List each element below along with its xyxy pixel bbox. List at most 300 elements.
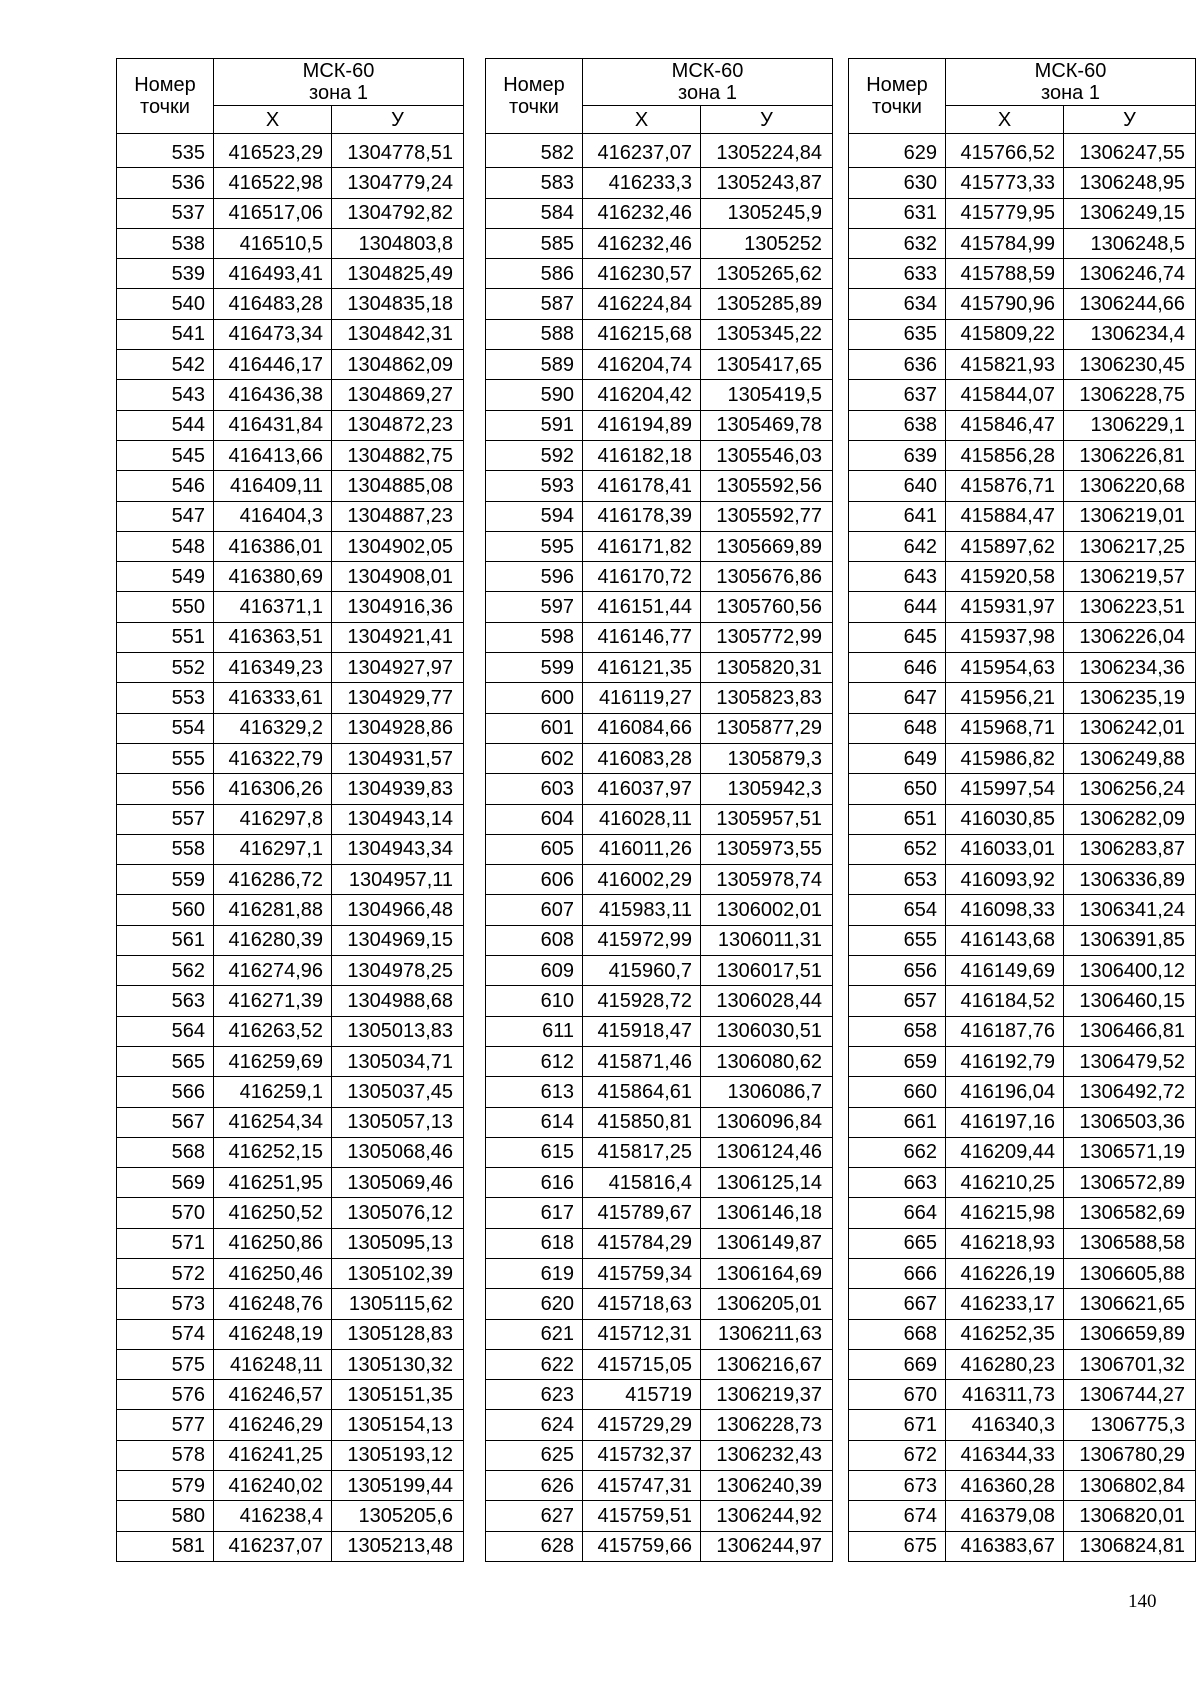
table-row	[117, 1289, 464, 1319]
y-coordinate-cell: 1304921,41	[332, 622, 464, 652]
y-coordinate-cell: 1306391,85	[1064, 925, 1196, 955]
x-coordinate-cell: 416280,23	[946, 1349, 1064, 1379]
y-coordinate-cell: 1305546,03	[701, 440, 833, 470]
y-coordinate-cell: 1306572,89	[1064, 1168, 1196, 1198]
x-coordinate-cell: 416344,33	[946, 1440, 1064, 1470]
y-coordinate-cell: 1306234,36	[1064, 653, 1196, 683]
table-row	[849, 743, 1196, 773]
table-row	[486, 1168, 833, 1198]
table-row	[486, 622, 833, 652]
y-coordinate-cell: 1305669,89	[701, 531, 833, 561]
point-number-cell: 624	[486, 1410, 583, 1440]
point-number-cell: 535	[117, 138, 214, 168]
y-coordinate-cell: 1306234,4	[1064, 319, 1196, 349]
point-number-cell: 669	[849, 1349, 946, 1379]
table-row	[486, 1198, 833, 1228]
table-row	[849, 319, 1196, 349]
table-row	[849, 1198, 1196, 1228]
table-row	[849, 774, 1196, 804]
point-number-cell: 606	[486, 865, 583, 895]
table-row	[849, 1046, 1196, 1076]
point-number-cell: 585	[486, 228, 583, 258]
y-coordinate-cell: 1304779,24	[332, 168, 464, 198]
x-coordinate-cell: 415747,31	[583, 1471, 701, 1501]
y-coordinate-cell: 1306226,81	[1064, 440, 1196, 470]
table-row	[117, 743, 464, 773]
y-coordinate-cell: 1306248,95	[1064, 168, 1196, 198]
y-coordinate-cell: 1305115,62	[332, 1289, 464, 1319]
x-coordinate-cell: 416237,07	[214, 1531, 332, 1561]
table-row	[849, 1410, 1196, 1440]
x-coordinate-cell: 416349,23	[214, 653, 332, 683]
y-coordinate-cell: 1306802,84	[1064, 1471, 1196, 1501]
x-coordinate-cell: 415821,93	[946, 350, 1064, 380]
point-header-line1: Номер	[134, 74, 196, 96]
table-row	[486, 168, 833, 198]
point-number-cell: 636	[849, 350, 946, 380]
x-coordinate-cell: 416237,07	[583, 138, 701, 168]
y-coordinate-cell: 1306248,5	[1064, 228, 1196, 258]
coordinates-table	[116, 58, 464, 1562]
y-coordinate-cell: 1306219,37	[701, 1380, 833, 1410]
point-number-cell: 616	[486, 1168, 583, 1198]
y-coordinate-cell: 1305076,12	[332, 1198, 464, 1228]
point-number-cell: 583	[486, 168, 583, 198]
point-number-cell: 587	[486, 289, 583, 319]
y-coordinate-cell: 1305592,77	[701, 501, 833, 531]
point-number-cell: 633	[849, 259, 946, 289]
table-row	[486, 259, 833, 289]
point-number-cell: 543	[117, 380, 214, 410]
point-number-cell: 656	[849, 956, 946, 986]
x-coordinate-cell: 416383,67	[946, 1531, 1064, 1561]
x-coordinate-cell: 416254,34	[214, 1107, 332, 1137]
point-number-cell: 643	[849, 562, 946, 592]
x-coordinate-cell: 415928,72	[583, 986, 701, 1016]
point-number-cell: 638	[849, 410, 946, 440]
point-number-cell: 572	[117, 1258, 214, 1288]
point-number-cell: 675	[849, 1531, 946, 1561]
point-number-cell: 602	[486, 743, 583, 773]
table-row	[486, 743, 833, 773]
y-coordinate-cell: 1304988,68	[332, 986, 464, 1016]
table-row	[486, 804, 833, 834]
point-number-cell: 650	[849, 774, 946, 804]
y-coordinate-cell: 1305013,83	[332, 1016, 464, 1046]
y-coordinate-cell: 1306824,81	[1064, 1531, 1196, 1561]
point-number-cell: 614	[486, 1107, 583, 1137]
point-number-cell: 618	[486, 1228, 583, 1258]
point-number-cell: 551	[117, 622, 214, 652]
table-row	[849, 956, 1196, 986]
x-coordinate-cell: 416187,76	[946, 1016, 1064, 1046]
y-coordinate-cell: 1304862,09	[332, 350, 464, 380]
table-row	[117, 1168, 464, 1198]
coordinate-system-header	[214, 59, 464, 106]
x-coordinate-cell: 415983,11	[583, 895, 701, 925]
x-column-header: Х	[583, 106, 701, 134]
table-row	[849, 289, 1196, 319]
x-coordinate-cell: 416329,2	[214, 713, 332, 743]
x-coordinate-cell: 415956,21	[946, 683, 1064, 713]
point-number-cell: 649	[849, 743, 946, 773]
x-coordinate-cell: 416473,34	[214, 319, 332, 349]
y-coordinate-cell: 1306588,58	[1064, 1228, 1196, 1258]
table-row	[486, 1501, 833, 1531]
y-coordinate-cell: 1305957,51	[701, 804, 833, 834]
table-row	[849, 440, 1196, 470]
y-coordinate-cell: 1304885,08	[332, 471, 464, 501]
point-number-cell: 564	[117, 1016, 214, 1046]
x-coordinate-cell: 416093,92	[946, 865, 1064, 895]
table-row	[486, 653, 833, 683]
table-row	[486, 319, 833, 349]
table-row	[486, 1319, 833, 1349]
x-coordinate-cell: 416271,39	[214, 986, 332, 1016]
table-row	[117, 138, 464, 168]
x-coordinate-cell: 416151,44	[583, 592, 701, 622]
point-number-cell: 593	[486, 471, 583, 501]
x-coordinate-cell: 416250,86	[214, 1228, 332, 1258]
x-coordinate-cell: 415719	[583, 1380, 701, 1410]
point-number-cell: 552	[117, 653, 214, 683]
y-column-header: У	[1064, 106, 1196, 134]
x-coordinate-cell: 415773,33	[946, 168, 1064, 198]
table-row	[486, 350, 833, 380]
point-number-cell: 586	[486, 259, 583, 289]
table-row	[117, 1107, 464, 1137]
coordinates-table-block-3	[848, 58, 1195, 1562]
point-number-cell: 549	[117, 562, 214, 592]
table-row	[486, 1107, 833, 1137]
point-number-cell: 641	[849, 501, 946, 531]
point-number-cell: 540	[117, 289, 214, 319]
y-coordinate-cell: 1305823,83	[701, 683, 833, 713]
point-number-cell: 579	[117, 1471, 214, 1501]
table-row	[849, 1531, 1196, 1561]
y-coordinate-cell: 1306492,72	[1064, 1077, 1196, 1107]
y-coordinate-cell: 1306226,04	[1064, 622, 1196, 652]
system-header-line2: зона 1	[1041, 82, 1100, 104]
y-coordinate-cell: 1304931,57	[332, 743, 464, 773]
coordinates-table	[485, 58, 833, 1562]
y-coordinate-cell: 1304943,14	[332, 804, 464, 834]
y-column-header: У	[332, 106, 464, 134]
y-coordinate-cell: 1304803,8	[332, 228, 464, 258]
table-row	[849, 1258, 1196, 1288]
table-row	[849, 653, 1196, 683]
y-coordinate-cell: 1306146,18	[701, 1198, 833, 1228]
y-coordinate-cell: 1305102,39	[332, 1258, 464, 1288]
point-number-cell: 559	[117, 865, 214, 895]
y-column-header: У	[701, 106, 833, 134]
point-number-cell: 660	[849, 1077, 946, 1107]
table-row	[117, 259, 464, 289]
x-coordinate-cell: 416259,69	[214, 1046, 332, 1076]
point-number-cell: 605	[486, 834, 583, 864]
x-coordinate-cell: 415766,52	[946, 138, 1064, 168]
point-number-cell: 573	[117, 1289, 214, 1319]
x-coordinate-cell: 415759,34	[583, 1258, 701, 1288]
y-coordinate-cell: 1306282,09	[1064, 804, 1196, 834]
x-coordinate-cell: 416297,1	[214, 834, 332, 864]
point-number-cell: 547	[117, 501, 214, 531]
x-coordinate-cell: 416252,15	[214, 1137, 332, 1167]
y-coordinate-cell: 1306240,39	[701, 1471, 833, 1501]
table-row	[849, 804, 1196, 834]
x-coordinate-cell: 416311,73	[946, 1380, 1064, 1410]
y-coordinate-cell: 1304835,18	[332, 289, 464, 319]
x-coordinate-cell: 416037,97	[583, 774, 701, 804]
y-coordinate-cell: 1306235,19	[1064, 683, 1196, 713]
point-number-cell: 617	[486, 1198, 583, 1228]
y-coordinate-cell: 1306242,01	[1064, 713, 1196, 743]
x-coordinate-cell: 415850,81	[583, 1107, 701, 1137]
x-coordinate-cell: 416286,72	[214, 865, 332, 895]
table-row	[849, 501, 1196, 531]
point-number-cell: 621	[486, 1319, 583, 1349]
table-row	[849, 1501, 1196, 1531]
y-coordinate-cell: 1305973,55	[701, 834, 833, 864]
table-row	[117, 1410, 464, 1440]
y-coordinate-cell: 1306011,31	[701, 925, 833, 955]
x-coordinate-cell: 415920,58	[946, 562, 1064, 592]
x-coordinate-cell: 416121,35	[583, 653, 701, 683]
point-number-cell: 655	[849, 925, 946, 955]
table-row	[117, 683, 464, 713]
table-row	[849, 1319, 1196, 1349]
table-row	[117, 1380, 464, 1410]
table-row	[117, 1501, 464, 1531]
table-row	[486, 410, 833, 440]
y-coordinate-cell: 1306701,32	[1064, 1349, 1196, 1379]
point-number-cell: 574	[117, 1319, 214, 1349]
point-number-cell: 645	[849, 622, 946, 652]
y-coordinate-cell: 1306030,51	[701, 1016, 833, 1046]
point-number-cell: 619	[486, 1258, 583, 1288]
point-number-cell: 546	[117, 471, 214, 501]
y-coordinate-cell: 1305285,89	[701, 289, 833, 319]
point-number-cell: 538	[117, 228, 214, 258]
point-number-cell: 598	[486, 622, 583, 652]
point-number-cell: 665	[849, 1228, 946, 1258]
table-row	[117, 1349, 464, 1379]
table-row	[849, 1349, 1196, 1379]
y-coordinate-cell: 1304792,82	[332, 198, 464, 228]
point-number-cell: 576	[117, 1380, 214, 1410]
point-number-cell: 588	[486, 319, 583, 349]
x-coordinate-cell: 416431,84	[214, 410, 332, 440]
point-number-cell: 615	[486, 1137, 583, 1167]
table-row	[117, 804, 464, 834]
table-row	[117, 1198, 464, 1228]
point-number-cell: 577	[117, 1410, 214, 1440]
table-row	[849, 895, 1196, 925]
point-number-cell: 673	[849, 1471, 946, 1501]
x-coordinate-cell: 416322,79	[214, 743, 332, 773]
table-row	[486, 592, 833, 622]
y-coordinate-cell: 1304969,15	[332, 925, 464, 955]
y-coordinate-cell: 1306230,45	[1064, 350, 1196, 380]
table-row	[486, 683, 833, 713]
x-coordinate-cell: 416386,01	[214, 531, 332, 561]
x-coordinate-cell: 415789,67	[583, 1198, 701, 1228]
point-number-cell: 625	[486, 1440, 583, 1470]
x-coordinate-cell: 416143,68	[946, 925, 1064, 955]
y-coordinate-cell: 1305037,45	[332, 1077, 464, 1107]
table-row	[486, 1289, 833, 1319]
table-row	[117, 865, 464, 895]
point-number-cell: 664	[849, 1198, 946, 1228]
x-coordinate-cell: 416182,18	[583, 440, 701, 470]
y-coordinate-cell: 1305877,29	[701, 713, 833, 743]
table-row	[486, 774, 833, 804]
point-number-header	[117, 59, 214, 134]
point-number-cell: 635	[849, 319, 946, 349]
table-row	[849, 1471, 1196, 1501]
y-coordinate-cell: 1305095,13	[332, 1228, 464, 1258]
x-coordinate-cell: 415960,7	[583, 956, 701, 986]
table-row	[117, 410, 464, 440]
point-number-cell: 563	[117, 986, 214, 1016]
y-coordinate-cell: 1305199,44	[332, 1471, 464, 1501]
y-coordinate-cell: 1304908,01	[332, 562, 464, 592]
y-coordinate-cell: 1305760,56	[701, 592, 833, 622]
y-coordinate-cell: 1305205,6	[332, 1501, 464, 1531]
y-coordinate-cell: 1304872,23	[332, 410, 464, 440]
x-coordinate-cell: 415844,07	[946, 380, 1064, 410]
x-coordinate-cell: 416218,93	[946, 1228, 1064, 1258]
point-number-cell: 541	[117, 319, 214, 349]
table-row	[849, 380, 1196, 410]
x-coordinate-cell: 415790,96	[946, 289, 1064, 319]
y-coordinate-cell: 1306247,55	[1064, 138, 1196, 168]
y-coordinate-cell: 1304978,25	[332, 956, 464, 986]
table-row	[117, 168, 464, 198]
point-number-cell: 622	[486, 1349, 583, 1379]
y-coordinate-cell: 1305345,22	[701, 319, 833, 349]
x-coordinate-cell: 416274,96	[214, 956, 332, 986]
x-coordinate-cell: 416493,41	[214, 259, 332, 289]
x-coordinate-cell: 416224,84	[583, 289, 701, 319]
x-coordinate-cell: 416297,8	[214, 804, 332, 834]
y-coordinate-cell: 1304943,34	[332, 834, 464, 864]
table-row	[849, 259, 1196, 289]
y-coordinate-cell: 1306582,69	[1064, 1198, 1196, 1228]
table-row	[849, 228, 1196, 258]
table-row	[486, 1228, 833, 1258]
x-column-header: Х	[214, 106, 332, 134]
table-row	[117, 562, 464, 592]
table-row	[117, 380, 464, 410]
point-number-cell: 626	[486, 1471, 583, 1501]
point-number-cell: 589	[486, 350, 583, 380]
table-row	[117, 501, 464, 531]
x-coordinate-cell: 416196,04	[946, 1077, 1064, 1107]
table-row	[849, 683, 1196, 713]
x-coordinate-cell: 416333,61	[214, 683, 332, 713]
coordinate-system-header	[946, 59, 1196, 106]
y-coordinate-cell: 1306341,24	[1064, 895, 1196, 925]
point-number-cell: 603	[486, 774, 583, 804]
table-row	[849, 986, 1196, 1016]
x-coordinate-cell: 416170,72	[583, 562, 701, 592]
table-row	[117, 228, 464, 258]
table-row	[486, 1349, 833, 1379]
x-coordinate-cell: 416404,3	[214, 501, 332, 531]
point-number-cell: 604	[486, 804, 583, 834]
table-row	[117, 834, 464, 864]
y-coordinate-cell: 1305252	[701, 228, 833, 258]
point-number-cell: 613	[486, 1077, 583, 1107]
point-header-line1: Номер	[866, 74, 928, 96]
x-coordinate-cell: 416204,74	[583, 350, 701, 380]
x-coordinate-cell: 415817,25	[583, 1137, 701, 1167]
table-row	[486, 289, 833, 319]
y-coordinate-cell: 1304929,77	[332, 683, 464, 713]
x-coordinate-cell: 416517,06	[214, 198, 332, 228]
point-number-cell: 568	[117, 1137, 214, 1167]
point-number-cell: 580	[117, 1501, 214, 1531]
point-number-cell: 670	[849, 1380, 946, 1410]
y-coordinate-cell: 1306400,12	[1064, 956, 1196, 986]
table-row	[486, 956, 833, 986]
table-row	[117, 1228, 464, 1258]
y-coordinate-cell: 1306217,25	[1064, 531, 1196, 561]
x-coordinate-cell: 416232,46	[583, 228, 701, 258]
table-row	[117, 1471, 464, 1501]
x-coordinate-cell: 416209,44	[946, 1137, 1064, 1167]
point-number-cell: 662	[849, 1137, 946, 1167]
point-number-cell: 557	[117, 804, 214, 834]
table-row	[117, 1137, 464, 1167]
x-coordinate-cell: 416184,52	[946, 986, 1064, 1016]
point-number-cell: 659	[849, 1046, 946, 1076]
x-coordinate-cell: 416251,95	[214, 1168, 332, 1198]
y-coordinate-cell: 1306479,52	[1064, 1046, 1196, 1076]
x-coordinate-cell: 415972,99	[583, 925, 701, 955]
point-number-cell: 629	[849, 138, 946, 168]
x-coordinate-cell: 416030,85	[946, 804, 1064, 834]
y-coordinate-cell: 1304887,23	[332, 501, 464, 531]
y-coordinate-cell: 1306211,63	[701, 1319, 833, 1349]
y-coordinate-cell: 1305245,9	[701, 198, 833, 228]
y-coordinate-cell: 1306164,69	[701, 1258, 833, 1288]
y-coordinate-cell: 1306460,15	[1064, 986, 1196, 1016]
y-coordinate-cell: 1306216,67	[701, 1349, 833, 1379]
point-number-cell: 647	[849, 683, 946, 713]
point-number-cell: 653	[849, 865, 946, 895]
y-coordinate-cell: 1306149,87	[701, 1228, 833, 1258]
table-row	[117, 986, 464, 1016]
point-number-cell: 661	[849, 1107, 946, 1137]
y-coordinate-cell: 1305820,31	[701, 653, 833, 683]
y-coordinate-cell: 1304966,48	[332, 895, 464, 925]
point-number-cell: 560	[117, 895, 214, 925]
y-coordinate-cell: 1306775,3	[1064, 1410, 1196, 1440]
table-row	[849, 713, 1196, 743]
y-coordinate-cell: 1306283,87	[1064, 834, 1196, 864]
point-number-cell: 539	[117, 259, 214, 289]
table-row	[849, 1077, 1196, 1107]
table-row	[117, 956, 464, 986]
point-number-cell: 674	[849, 1501, 946, 1531]
point-header-line2: точки	[872, 96, 922, 118]
table-row	[849, 562, 1196, 592]
x-coordinate-cell: 416171,82	[583, 531, 701, 561]
y-coordinate-cell: 1306744,27	[1064, 1380, 1196, 1410]
point-number-cell: 651	[849, 804, 946, 834]
